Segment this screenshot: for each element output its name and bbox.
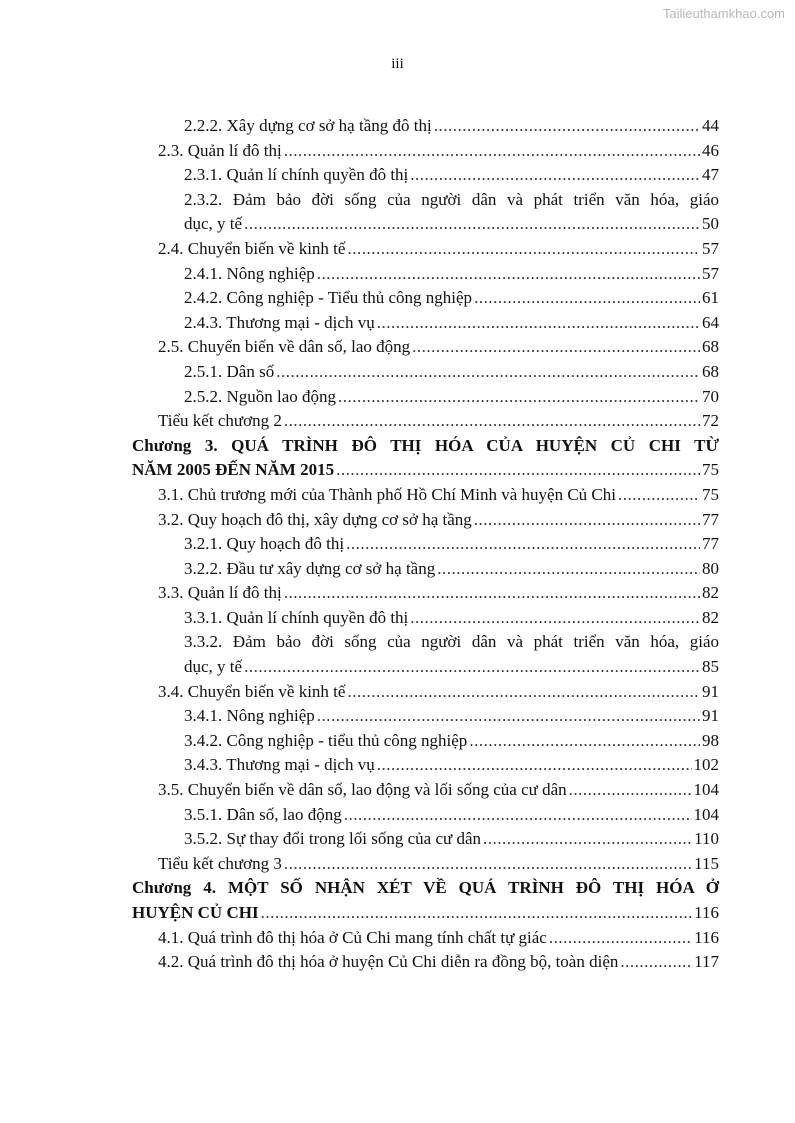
dot-leader xyxy=(410,163,700,188)
toc-entry[interactable] xyxy=(132,508,719,533)
toc-chapter-heading-line: Chương 4. MỘT SỐ NHẬN XÉT VỀ QUÁ TRÌNH ĐÔ THỊ HÓA Ở xyxy=(132,878,719,898)
dot-leader xyxy=(346,532,700,557)
dot-leader xyxy=(317,262,700,287)
toc-entry[interactable] xyxy=(132,655,719,680)
toc-entry-title: 3.3. Quản lí đô thị xyxy=(158,583,282,603)
toc-page-number: 102 xyxy=(693,755,719,775)
dot-leader xyxy=(317,704,700,729)
toc-entry[interactable] xyxy=(132,827,719,852)
toc-page-number: 75 xyxy=(702,484,719,504)
dot-leader xyxy=(620,950,692,975)
watermark: Tailieuthamkhao.com xyxy=(662,6,785,21)
toc-entry[interactable] xyxy=(132,262,719,287)
toc-entry-title: dục, y tế xyxy=(184,657,243,677)
toc-page-number: 70 xyxy=(702,386,719,406)
toc-page-number: 116 xyxy=(694,903,719,922)
toc-entry[interactable] xyxy=(132,852,719,877)
dot-leader xyxy=(336,458,700,483)
dot-leader xyxy=(284,409,700,434)
toc-entry[interactable] xyxy=(132,483,719,508)
toc-entry-title: 3.5.1. Dân số, lao động xyxy=(184,804,342,824)
toc-page-number: 44 xyxy=(702,116,719,135)
toc-page-number: 50 xyxy=(702,214,719,234)
toc-page-number: 115 xyxy=(694,853,719,873)
toc-chapter-heading-line: Chương 3. QUÁ TRÌNH ĐÔ THỊ HÓA CỦA HUYỆN CỦ CHI TỪ xyxy=(132,435,719,455)
toc-entry-title: 2.4. Chuyển biến về kinh tế xyxy=(158,238,346,258)
toc-page-number: 85 xyxy=(702,657,719,677)
dot-leader xyxy=(412,335,700,360)
toc-entry-title: 3.5. Chuyển biến về dân số, lao động và lối sống của cư dân xyxy=(158,780,567,800)
toc-entry-title: 2.3. Quản lí đô thị xyxy=(158,140,282,160)
toc-entry[interactable] xyxy=(132,409,719,434)
toc-page-number: 57 xyxy=(702,238,719,258)
toc-entry-title: NĂM 2005 ĐẾN NĂM 2015 xyxy=(132,460,335,480)
toc-entry-title: 4.2. Quá trình đô thị hóa ở huyện Củ Chi diễn ra đồng bộ, toàn diện xyxy=(158,952,619,972)
toc-entry-title: 2.5.1. Dân số xyxy=(184,361,275,381)
dot-leader xyxy=(377,753,692,778)
toc-entry-title: 2.4.1. Nông nghiệp xyxy=(184,263,315,283)
toc-entry-title: 3.3.1. Quản lí chính quyền đô thị xyxy=(184,607,409,627)
toc-entry-title: HUYỆN CỦ CHI xyxy=(132,903,259,922)
toc-entry[interactable] xyxy=(132,950,719,975)
toc-page-number: 68 xyxy=(702,361,719,381)
toc-entry-title: Tiểu kết chương 3 xyxy=(158,853,282,873)
dot-leader xyxy=(347,237,700,262)
dot-leader xyxy=(261,901,693,926)
toc-entry[interactable] xyxy=(132,581,719,606)
dot-leader xyxy=(410,606,700,631)
toc-entry[interactable] xyxy=(132,557,719,582)
dot-leader xyxy=(344,803,692,828)
table-of-contents xyxy=(132,114,719,975)
toc-entry[interactable] xyxy=(132,237,719,262)
toc-entry[interactable] xyxy=(132,385,719,410)
toc-entry-title: Tiểu kết chương 2 xyxy=(158,411,282,431)
toc-entry-title: 3.4.3. Thương mại - dịch vụ xyxy=(184,755,375,775)
toc-entry-title: 2.3.1. Quản lí chính quyền đô thị xyxy=(184,165,409,185)
toc-entry[interactable] xyxy=(132,704,719,729)
toc-entry-title: 3.2.2. Đầu tư xây dựng cơ sở hạ tầng xyxy=(184,558,436,578)
toc-entry[interactable] xyxy=(132,803,719,828)
dot-leader xyxy=(483,827,692,852)
dot-leader xyxy=(437,557,700,582)
toc-page-number: 75 xyxy=(702,460,719,480)
dot-leader xyxy=(284,139,700,164)
toc-chapter-entry[interactable] xyxy=(132,901,719,926)
toc-page-number: 72 xyxy=(702,411,719,431)
toc-page-number: 91 xyxy=(702,706,719,726)
toc-page-number: 47 xyxy=(702,165,719,185)
toc-entry-title: 3.5.2. Sự thay đổi trong lối sống của cư dân xyxy=(184,829,482,849)
toc-entry[interactable] xyxy=(132,778,719,803)
toc-entry-title: 3.1. Chủ trương mới của Thành phố Hồ Chí Minh và huyện Củ Chi xyxy=(158,484,616,504)
toc-page-number: 104 xyxy=(693,780,719,800)
toc-page-number: 116 xyxy=(694,927,719,947)
dot-leader xyxy=(338,385,700,410)
dot-leader xyxy=(618,483,700,508)
toc-chapter-entry[interactable] xyxy=(132,458,719,483)
dot-leader xyxy=(347,680,700,705)
toc-entry-title: 2.5. Chuyển biến về dân số, lao động xyxy=(158,337,411,357)
toc-page-number: 82 xyxy=(702,607,719,627)
toc-entry[interactable] xyxy=(132,729,719,754)
toc-entry-line: 2.3.2. Đảm bảo đời sống của người dân và phát triển văn hóa, giáo xyxy=(184,189,719,209)
toc-entry[interactable] xyxy=(132,926,719,951)
toc-entry-title: 2.2.2. Xây dựng cơ sở hạ tầng đô thị xyxy=(184,116,432,135)
dot-leader xyxy=(434,114,700,139)
dot-leader xyxy=(284,581,700,606)
toc-page-number: 61 xyxy=(702,288,719,308)
toc-entry-title: 3.4.1. Nông nghiệp xyxy=(184,706,315,726)
toc-page-number: 64 xyxy=(702,312,719,332)
toc-page-number: 57 xyxy=(702,263,719,283)
dot-leader xyxy=(377,311,700,336)
toc-entry-title: 3.4.2. Công nghiệp - tiểu thủ công nghiệp xyxy=(184,730,468,750)
toc-page-number: 110 xyxy=(694,829,719,849)
dot-leader xyxy=(276,360,700,385)
dot-leader xyxy=(244,655,700,680)
toc-entry[interactable] xyxy=(132,680,719,705)
toc-entry-title: 3.2.1. Quy hoạch đô thị xyxy=(184,534,345,554)
dot-leader xyxy=(244,212,700,237)
toc-page-number: 68 xyxy=(702,337,719,357)
toc-entry[interactable] xyxy=(132,114,719,139)
toc-page-number: 117 xyxy=(694,952,719,972)
toc-page-number: 77 xyxy=(702,509,719,529)
toc-entry-title: 4.1. Quá trình đô thị hóa ở Củ Chi mang tính chất tự giác xyxy=(158,927,547,947)
toc-entry-title: 2.4.3. Thương mại - dịch vụ xyxy=(184,312,375,332)
toc-page-number: 91 xyxy=(702,681,719,701)
toc-entry[interactable] xyxy=(132,753,719,778)
toc-entry[interactable] xyxy=(132,335,719,360)
toc-page-number: 82 xyxy=(702,583,719,603)
toc-entry[interactable] xyxy=(132,212,719,237)
dot-leader xyxy=(549,926,692,951)
toc-page-number: 77 xyxy=(702,534,719,554)
toc-entry[interactable] xyxy=(132,532,719,557)
toc-page-number: 80 xyxy=(702,558,719,578)
toc-entry-title: 3.2. Quy hoạch đô thị, xây dựng cơ sở hạ tầng xyxy=(158,509,472,529)
toc-entry-title: 2.4.2. Công nghiệp - Tiểu thủ công nghiệp xyxy=(184,288,473,308)
toc-entry[interactable] xyxy=(132,163,719,188)
toc-page-number: 46 xyxy=(702,140,719,160)
toc-entry[interactable] xyxy=(132,360,719,385)
toc-entry[interactable] xyxy=(132,311,719,336)
toc-entry-title: 3.4. Chuyển biến về kinh tế xyxy=(158,681,346,701)
toc-entry-title: 2.5.2. Nguồn lao động xyxy=(184,386,337,406)
toc-page-number: 98 xyxy=(702,730,719,750)
dot-leader xyxy=(474,286,700,311)
toc-entry-line: 3.3.2. Đảm bảo đời sống của người dân và phát triển văn hóa, giáo xyxy=(184,632,719,652)
page-number: iii xyxy=(391,56,404,72)
toc-entry[interactable] xyxy=(132,286,719,311)
dot-leader xyxy=(469,729,700,754)
dot-leader xyxy=(569,778,692,803)
toc-page-number: 104 xyxy=(693,804,719,824)
toc-entry[interactable] xyxy=(132,606,719,631)
dot-leader xyxy=(284,852,692,877)
dot-leader xyxy=(474,508,700,533)
toc-entry[interactable] xyxy=(132,139,719,164)
toc-entry-title: dục, y tế xyxy=(184,214,243,234)
